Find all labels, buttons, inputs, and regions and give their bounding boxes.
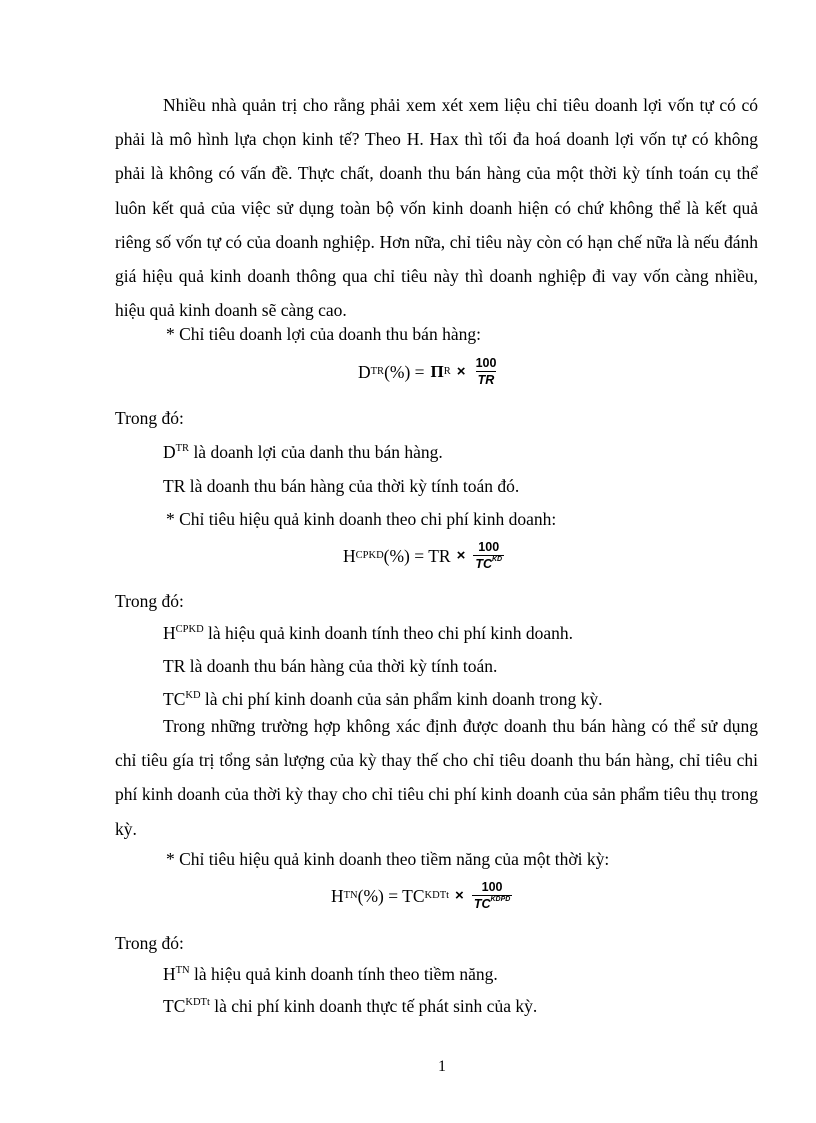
formula2-numerator: 100 [478, 540, 500, 554]
formula1-times: × [456, 363, 466, 380]
formula3-den-sup: KDPD [490, 896, 511, 903]
formula2-times: × [456, 547, 466, 564]
formula-cost-efficiency: H CPKD (%) = TR × $\frac{100}{TC^{KD}}$ [343, 540, 503, 571]
formula1-den-text: TR [477, 373, 495, 387]
formula3-lhs-tail: (%) = TC [357, 886, 425, 906]
formula1-pi: Π [430, 362, 444, 381]
paragraph-substitution: Trong những trường hợp không xác định được doanh thu bán hàng có thể sử dụng chỉ tiêu gía trị tổng sản lượng của kỳ thay thế cho chỉ tiêu doanh thu bán hàng, chỉ tiêu chi phí kinh doanh của thời kỳ thay cho chỉ tiêu chi phí kinh doanh của sản phẩm tiêu thụ trong kỳ. [115, 716, 758, 839]
def-text: là doanh lợi của danh thu bán hàng. [189, 442, 443, 462]
def-symbol-sup: TR [175, 443, 190, 454]
formula2-den-sup: KD [492, 556, 503, 563]
section2-def1 [163, 622, 573, 644]
section3-def2 [163, 995, 537, 1017]
formula3-lhs: H [331, 886, 344, 906]
formula1-numerator: 100 [475, 356, 497, 370]
def-symbol-sup: KDTt [185, 997, 210, 1008]
section2-def3 [163, 688, 602, 710]
def-symbol-sup: KD [185, 690, 201, 701]
formula2-den-text: TC [475, 557, 492, 571]
formula-potential-efficiency: H TN (%) = TC KDTt × $\frac{100}{TC^{KDPD}}$ [331, 880, 511, 911]
section1-def1 [163, 441, 443, 463]
def-symbol: H [163, 964, 176, 984]
formula3-den-text: TC [473, 897, 491, 911]
section2-where: Trong đó: [115, 591, 184, 611]
section3-heading: * Chỉ tiêu hiệu quả kinh doanh theo tiềm năng của một thời kỳ: [166, 849, 610, 869]
paragraph-intro: Nhiều nhà quản trị cho rằng phải xem xét xem liệu chỉ tiêu doanh lợi vốn tự có có phải là mô hình lựa chọn kinh tế? Theo H. Hax thì tối đa hoá doanh lợi vốn tự có không phải là không có vấn đề. Thực chất, doanh thu bán hàng của một thời kỳ tính toán cụ thể luôn kết quả của việc sử dụng toàn bộ vốn kinh doanh hiện có chứ không thể là kết quả riêng số vốn tự có của doanh nghiệp. Hơn nữa, chỉ tiêu này còn có hạn chế nữa là nếu đánh giá hiệu quả kinh doanh thông qua chỉ tiêu này thì doanh nghiệp đi vay vốn càng nhiều, hiệu quả kinh doanh sẽ càng cao. [115, 95, 758, 321]
formula2-fraction [473, 540, 504, 572]
section3-where: Trong đó: [115, 933, 184, 953]
formula1-lhs: D [358, 362, 371, 382]
def-text: là chi phí kinh doanh của sản phẩm kinh doanh trong kỳ. [200, 689, 603, 709]
section3-def1 [163, 963, 498, 985]
formula2-denominator [473, 555, 504, 572]
def-symbol: TC [163, 689, 186, 709]
formula3-fraction [472, 880, 513, 912]
section1-def2: TR là doanh thu bán hàng của thời kỳ tính toán đó. [163, 476, 520, 496]
formula2-lhs: H [343, 546, 356, 566]
section2-def2: TR là doanh thu bán hàng của thời kỳ tính toán. [163, 656, 498, 676]
def-text: là hiệu quả kinh doanh tính theo tiềm năng. [189, 964, 498, 984]
def-symbol: H [163, 623, 176, 643]
def-symbol-sup: TN [175, 965, 190, 976]
section1-where: Trong đó: [115, 408, 184, 428]
def-symbol: D [163, 442, 176, 462]
formula3-denominator [472, 895, 513, 912]
def-text: là hiệu quả kinh doanh tính theo chi phí kinh doanh. [203, 623, 574, 643]
section1-heading: * Chỉ tiêu doanh lợi của doanh thu bán hàng: [166, 324, 481, 344]
def-symbol: TC [163, 996, 186, 1016]
section2-heading: * Chỉ tiêu hiệu quả kinh doanh theo chi phí kinh doanh: [166, 509, 557, 529]
page-number: 1 [438, 1058, 446, 1075]
formula1-fraction [474, 356, 499, 388]
def-symbol-sup: CPKD [175, 624, 204, 635]
formula1-denominator [476, 371, 497, 388]
formula-revenue-profitability: D TR (%) = Π R × $\frac{100}{TR}$ [358, 356, 497, 387]
formula2-lhs-tail: (%) = TR [383, 546, 451, 566]
formula1-lhs-tail: (%) = [384, 362, 425, 382]
formula3-numerator: 100 [481, 880, 503, 894]
formula3-times: × [455, 887, 464, 904]
def-text: là chi phí kinh doanh thực tế phát sinh của kỳ. [209, 996, 538, 1016]
